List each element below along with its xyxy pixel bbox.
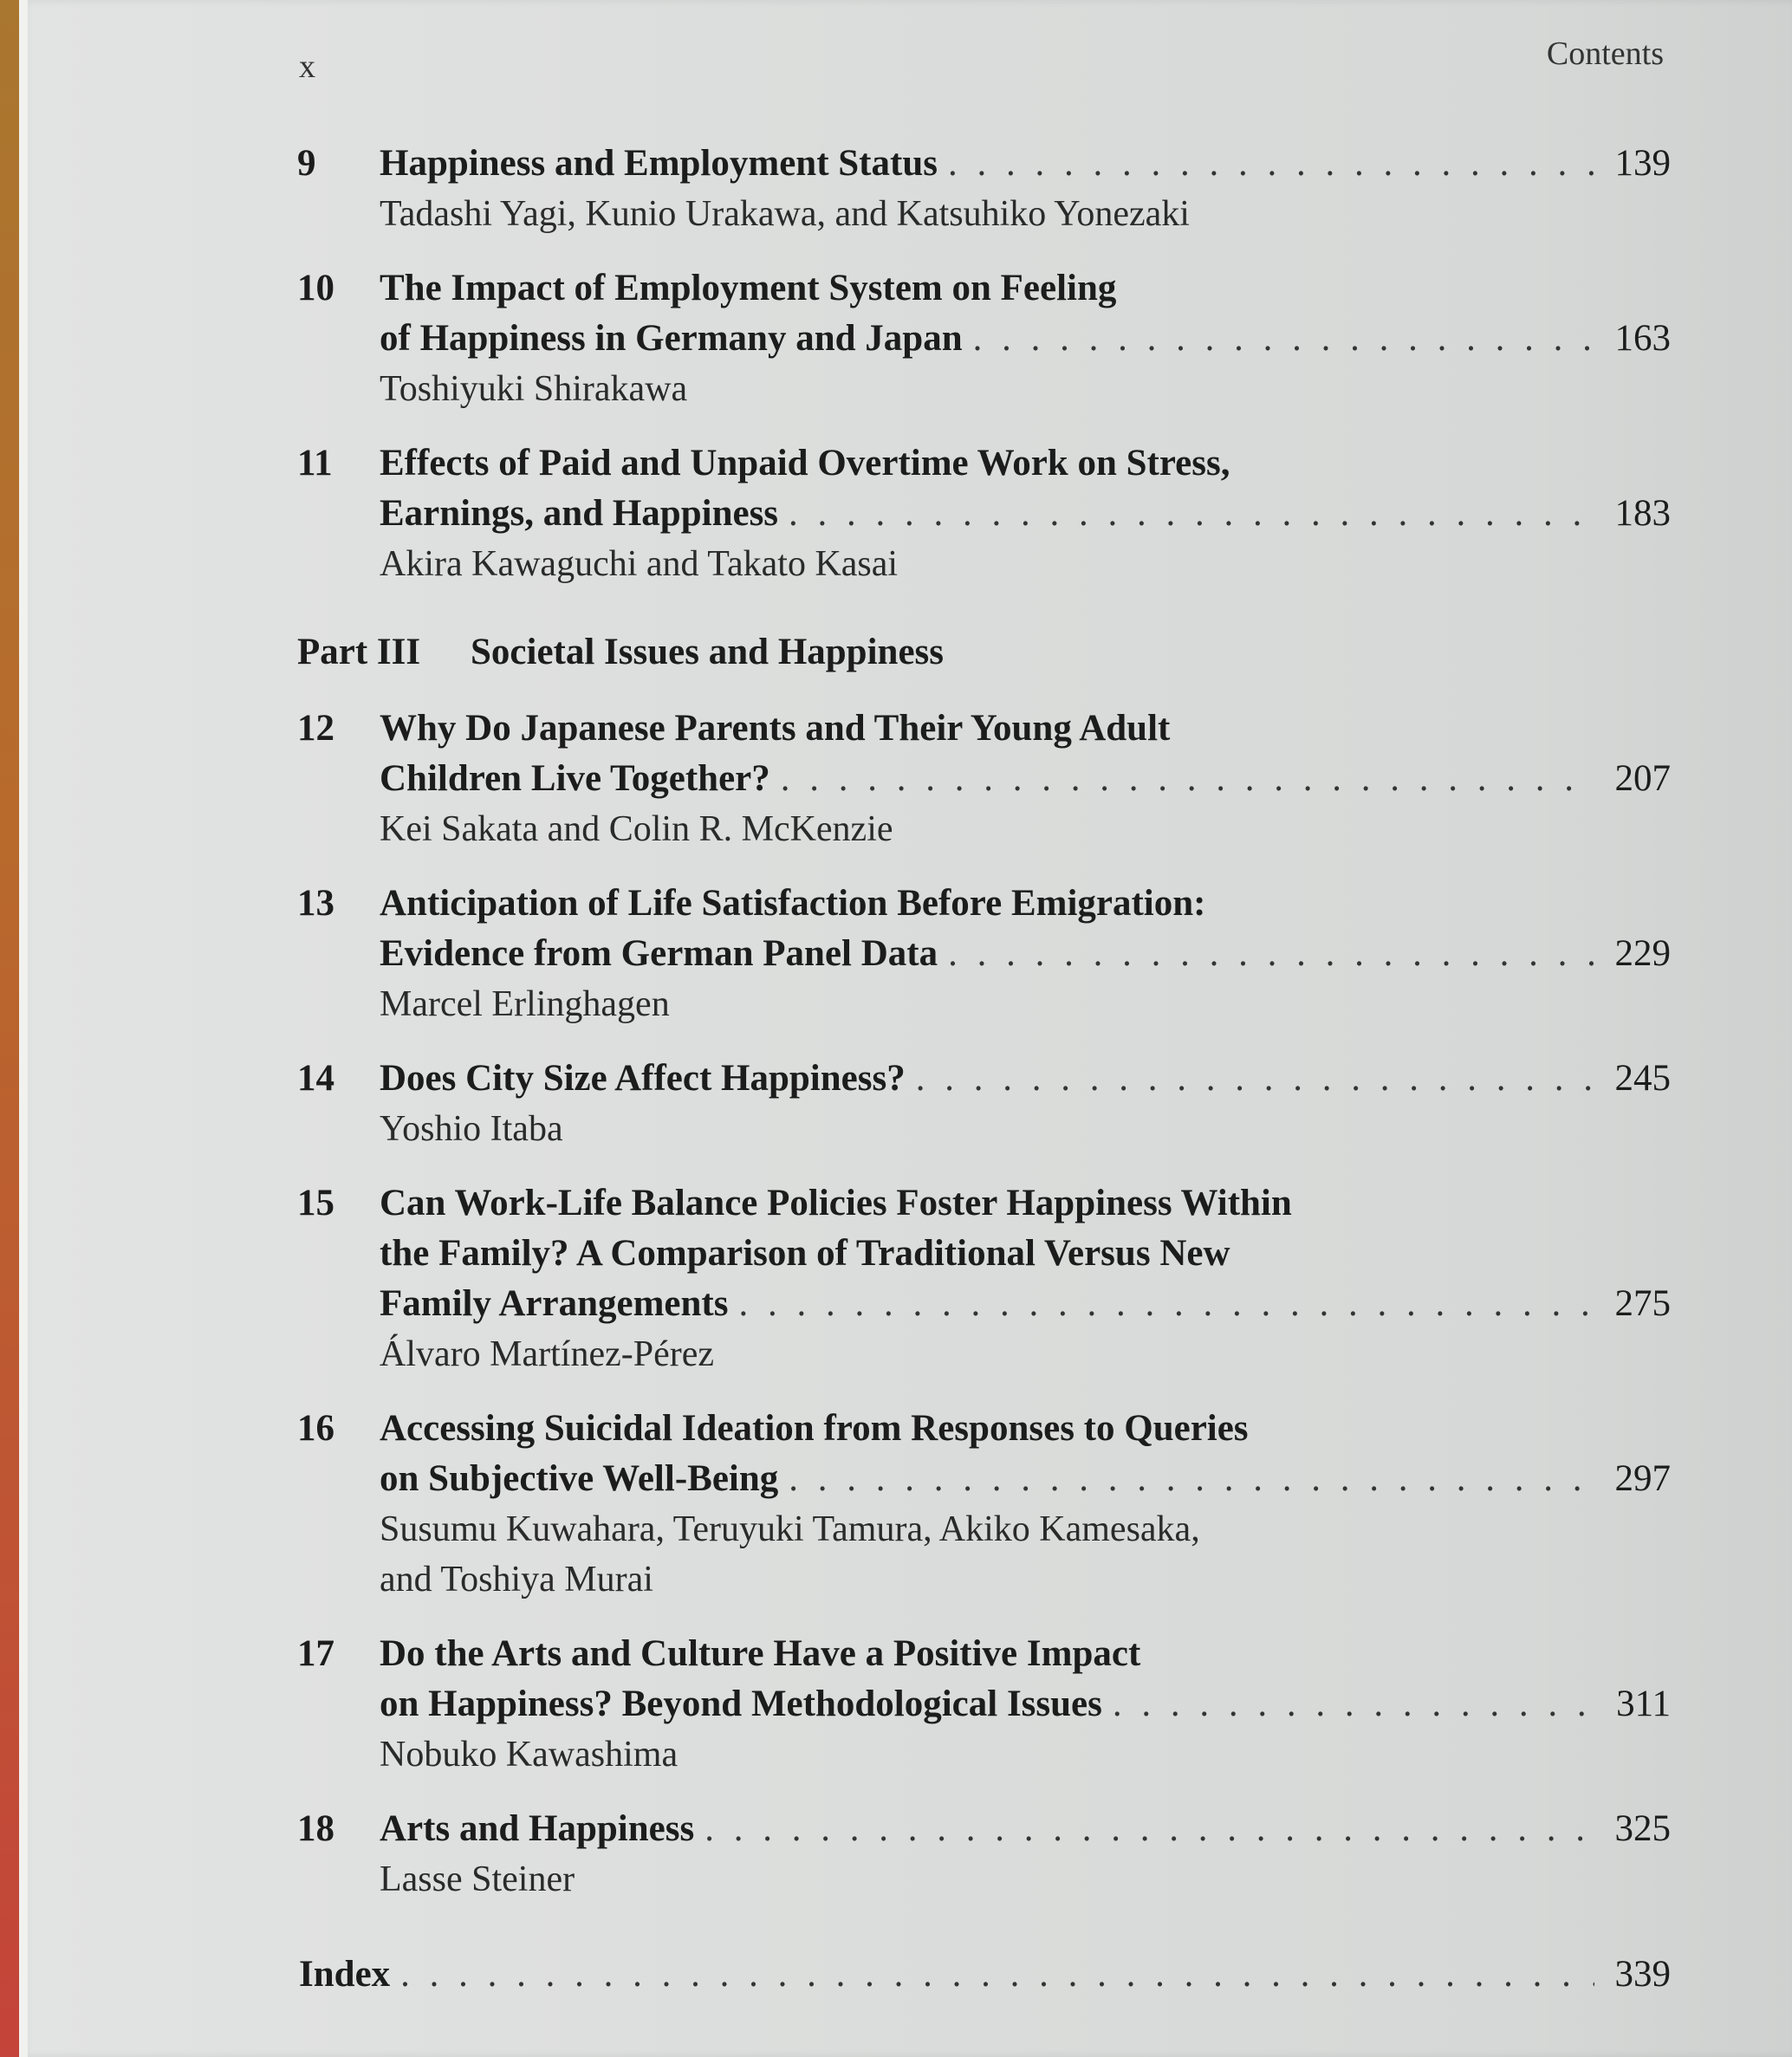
chapter-title-final-line xyxy=(380,1279,1671,1329)
chapter-number: 13 xyxy=(297,883,334,924)
chapter-title-final-line xyxy=(380,1804,1671,1854)
chapter-authors: Álvaro Martínez-Pérez xyxy=(380,1334,714,1374)
chapter-number: 15 xyxy=(297,1183,334,1223)
chapter-title-final-line xyxy=(380,1679,1671,1729)
chapter-title-line: on Happiness? Beyond Methodological Issues xyxy=(380,1684,1102,1724)
chapter-title-line: Does City Size Affect Happiness? xyxy=(380,1058,906,1099)
chapter-authors: Marcel Erlinghagen xyxy=(380,984,670,1024)
toc-entry[interactable] xyxy=(297,139,1671,239)
chapter-number: 12 xyxy=(297,708,334,749)
chapter-authors: Yoshio Itaba xyxy=(380,1109,563,1149)
leader-dots xyxy=(704,1804,1594,1854)
chapter-page-number: 229 xyxy=(1614,933,1671,974)
chapter-authors: Akira Kawaguchi and Takato Kasai xyxy=(380,544,899,584)
chapter-title-line: Why Do Japanese Parents and Their Young Adult xyxy=(380,708,1171,749)
chapter-number: 16 xyxy=(297,1408,334,1449)
chapter-title-line: on Subjective Well-Being xyxy=(380,1458,779,1499)
chapter-title-line: The Impact of Employment System on Feeling xyxy=(380,268,1117,308)
chapter-page-number: 325 xyxy=(1614,1808,1671,1849)
chapter-page-number: 245 xyxy=(1614,1058,1671,1099)
page-number-roman: x xyxy=(299,49,315,85)
index-page: 339 xyxy=(1614,1954,1671,1995)
leader-dots xyxy=(789,489,1594,539)
index-label: Index xyxy=(299,1954,391,1995)
leader-dots xyxy=(948,929,1594,979)
chapter-authors: Tadashi Yagi, Kunio Urakawa, and Katsuhiko Yonezaki xyxy=(380,194,1190,234)
chapter-page-number: 297 xyxy=(1614,1458,1671,1499)
chapter-body xyxy=(380,879,1671,1029)
chapter-page-number: 139 xyxy=(1614,143,1671,184)
chapter-title-final-line xyxy=(380,929,1671,979)
chapter-title-final-line xyxy=(380,489,1671,539)
chapter-page-number: 163 xyxy=(1614,318,1671,359)
chapter-title-line: Earnings, and Happiness xyxy=(380,493,779,534)
chapter-group-part-2 xyxy=(297,139,1671,589)
chapter-body xyxy=(380,139,1671,239)
chapter-title-line: Family Arrangements xyxy=(380,1283,729,1324)
chapter-title-line: Anticipation of Life Satisfaction Before Emigration: xyxy=(380,883,1206,924)
leader-dots xyxy=(973,314,1594,364)
chapter-authors: Nobuko Kawashima xyxy=(380,1735,678,1775)
leader-dots xyxy=(948,139,1594,189)
chapter-title-line: the Family? A Comparison of Traditional Versus New xyxy=(380,1233,1230,1274)
chapter-title-line: Children Live Together? xyxy=(380,758,770,799)
chapter-number: 18 xyxy=(297,1808,334,1849)
toc-entry[interactable] xyxy=(297,1629,1671,1780)
chapter-title-line: Effects of Paid and Unpaid Overtime Work on Stress, xyxy=(380,443,1230,483)
chapter-page-number: 275 xyxy=(1614,1283,1671,1324)
toc-entry[interactable] xyxy=(297,263,1671,414)
chapter-title-line: of Happiness in Germany and Japan xyxy=(380,318,963,359)
toc-entry[interactable] xyxy=(297,438,1671,589)
chapter-title-line: Evidence from German Panel Data xyxy=(380,933,938,974)
running-head-title: Contents xyxy=(1546,36,1664,72)
chapter-authors: Kei Sakata and Colin R. McKenzie xyxy=(380,809,893,849)
chapter-page-number: 207 xyxy=(1614,758,1671,799)
chapter-body xyxy=(380,1178,1671,1379)
part-label: Part III xyxy=(297,632,421,672)
chapter-number: 10 xyxy=(297,268,334,308)
chapter-title-line: Accessing Suicidal Ideation from Responses to Queries xyxy=(380,1408,1249,1449)
toc-entry[interactable] xyxy=(297,1804,1671,1905)
page-edge xyxy=(19,0,28,2057)
chapter-authors: Susumu Kuwahara, Teruyuki Tamura, Akiko Kamesaka, xyxy=(380,1509,1200,1549)
part-heading xyxy=(297,627,1671,678)
chapter-title-line: Do the Arts and Culture Have a Positive Impact xyxy=(380,1633,1141,1674)
chapter-number: 17 xyxy=(297,1633,334,1674)
chapter-body xyxy=(380,1804,1671,1905)
leader-dots xyxy=(789,1454,1594,1504)
chapter-body xyxy=(380,263,1671,414)
index-entry[interactable] xyxy=(297,1950,1671,2000)
chapter-number: 14 xyxy=(297,1058,334,1099)
leader-dots xyxy=(1113,1679,1594,1729)
chapter-title-final-line xyxy=(380,754,1671,804)
toc-entry[interactable] xyxy=(297,1178,1671,1379)
chapter-title-final-line xyxy=(380,139,1671,189)
chapter-body xyxy=(380,1404,1671,1605)
chapter-title-line: Happiness and Employment Status xyxy=(380,143,938,184)
chapter-title-line: Can Work-Life Balance Policies Foster Happiness Within xyxy=(380,1183,1292,1223)
table-of-contents xyxy=(297,139,1671,2024)
chapter-number: 11 xyxy=(297,443,333,483)
chapter-body xyxy=(380,1629,1671,1780)
toc-entry[interactable] xyxy=(297,704,1671,854)
chapter-group-part-3 xyxy=(297,704,1671,1905)
chapter-authors: Toshiyuki Shirakawa xyxy=(380,369,688,409)
chapter-title-final-line xyxy=(380,314,1671,364)
chapter-page-number: 311 xyxy=(1616,1684,1671,1724)
chapter-title-final-line xyxy=(380,1054,1671,1104)
toc-entry[interactable] xyxy=(297,879,1671,1029)
leader-dots xyxy=(916,1054,1594,1104)
chapter-title-line: Arts and Happiness xyxy=(380,1808,695,1849)
chapter-body xyxy=(380,438,1671,589)
leader-dots xyxy=(781,754,1594,804)
chapter-page-number: 183 xyxy=(1614,493,1671,534)
chapter-number: 9 xyxy=(297,143,316,184)
leader-dots xyxy=(400,1950,1594,2000)
chapter-body xyxy=(380,704,1671,854)
toc-entry[interactable] xyxy=(297,1404,1671,1605)
chapter-title-final-line xyxy=(380,1454,1671,1504)
toc-entry[interactable] xyxy=(297,1054,1671,1154)
chapter-body xyxy=(380,1054,1671,1154)
chapter-authors: Lasse Steiner xyxy=(380,1859,575,1899)
part-title: Societal Issues and Happiness xyxy=(471,632,945,672)
leader-dots xyxy=(738,1279,1594,1329)
chapter-authors: and Toshiya Murai xyxy=(380,1560,653,1600)
